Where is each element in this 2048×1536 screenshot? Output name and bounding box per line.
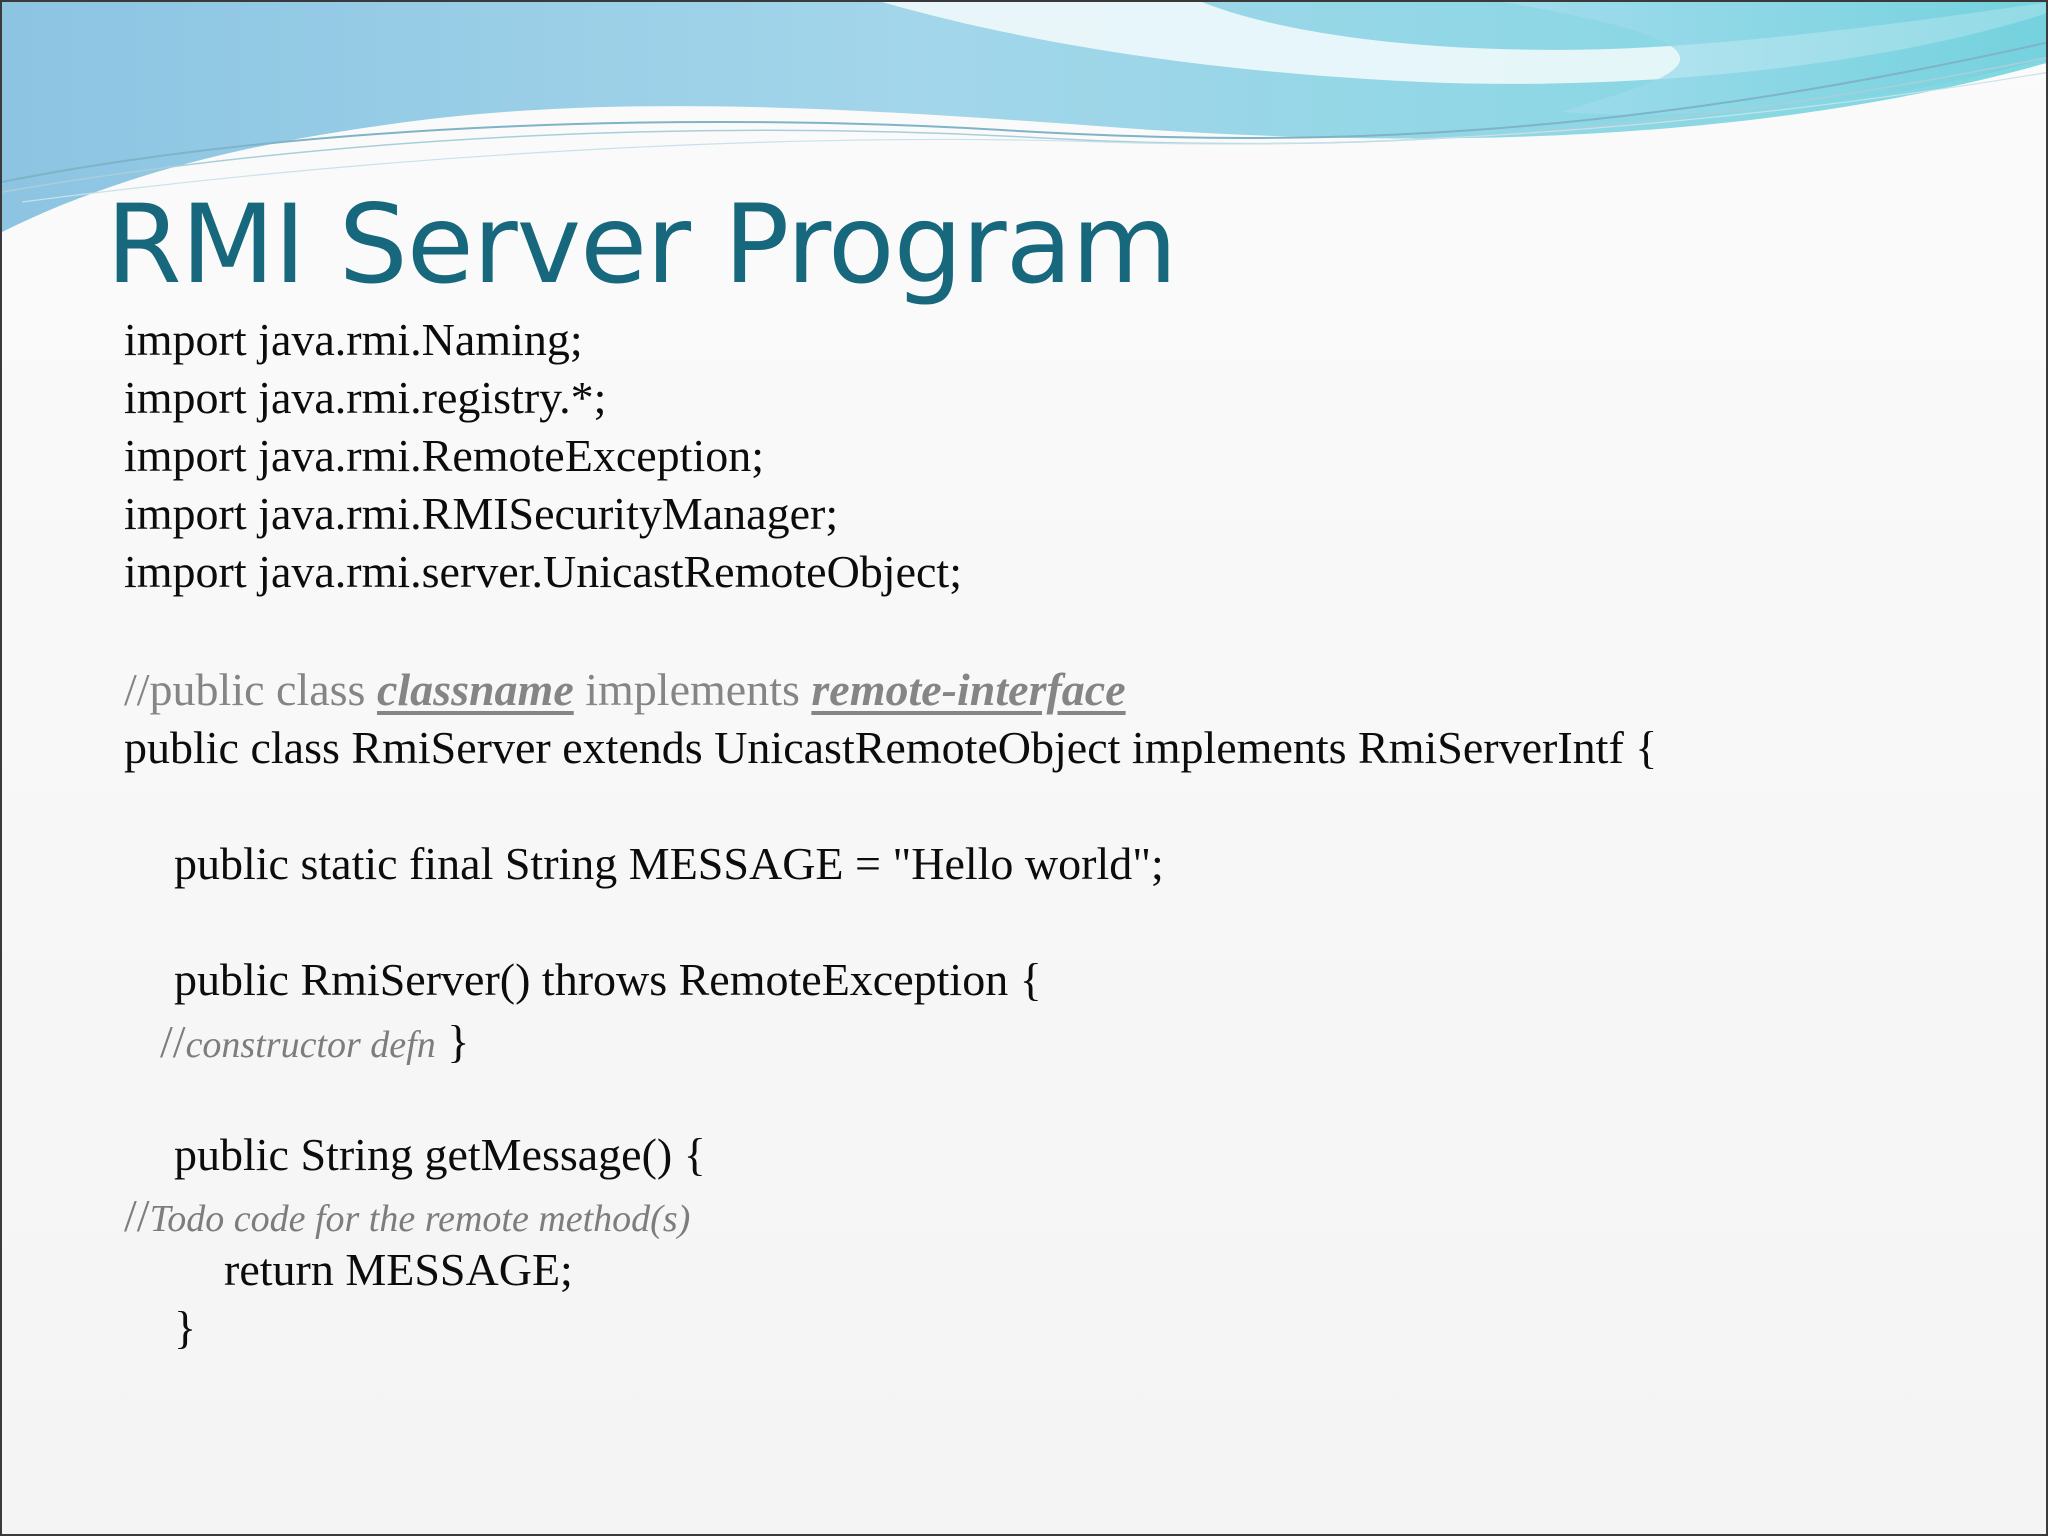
class-declaration: public class RmiServer extends UnicastRemoteObject implements RmiServerIntf {	[124, 722, 1658, 773]
method-comment-line	[124, 1188, 690, 1247]
constructor-declaration: public RmiServer() throws RemoteException {	[174, 954, 1042, 1005]
constructor-closing-brace: }	[435, 1016, 470, 1067]
method-comment-slashes: //	[124, 1190, 150, 1241]
class-comment-prefix: //public class	[124, 664, 377, 715]
method-closing-brace: }	[174, 1302, 197, 1353]
constructor-comment-slashes: //	[160, 1016, 186, 1067]
import-line-3: import java.rmi.RemoteException;	[124, 430, 765, 481]
class-comment-line	[124, 662, 1126, 718]
import-line-5: import java.rmi.server.UnicastRemoteObject;	[124, 546, 962, 597]
code-block	[2, 2, 2048, 1536]
class-comment-middle: implements	[573, 664, 812, 715]
return-statement: return MESSAGE;	[224, 1244, 573, 1295]
import-line-4: import java.rmi.RMISecurityManager;	[124, 488, 839, 539]
slide-title: RMI Server Program	[106, 181, 1177, 308]
class-comment-interface: remote-interface	[811, 664, 1126, 715]
method-comment-text: Todo code for the remote method(s)	[149, 1198, 691, 1240]
import-line-2: import java.rmi.registry.*;	[124, 372, 607, 423]
class-comment-classname: classname	[376, 664, 574, 715]
constructor-comment-line	[160, 1014, 469, 1073]
import-line-1: import java.rmi.Naming;	[124, 314, 583, 365]
constructor-comment-text: constructor defn	[185, 1024, 436, 1066]
message-field: public static final String MESSAGE = "Hello world";	[174, 838, 1164, 889]
method-declaration: public String getMessage() {	[174, 1129, 706, 1180]
